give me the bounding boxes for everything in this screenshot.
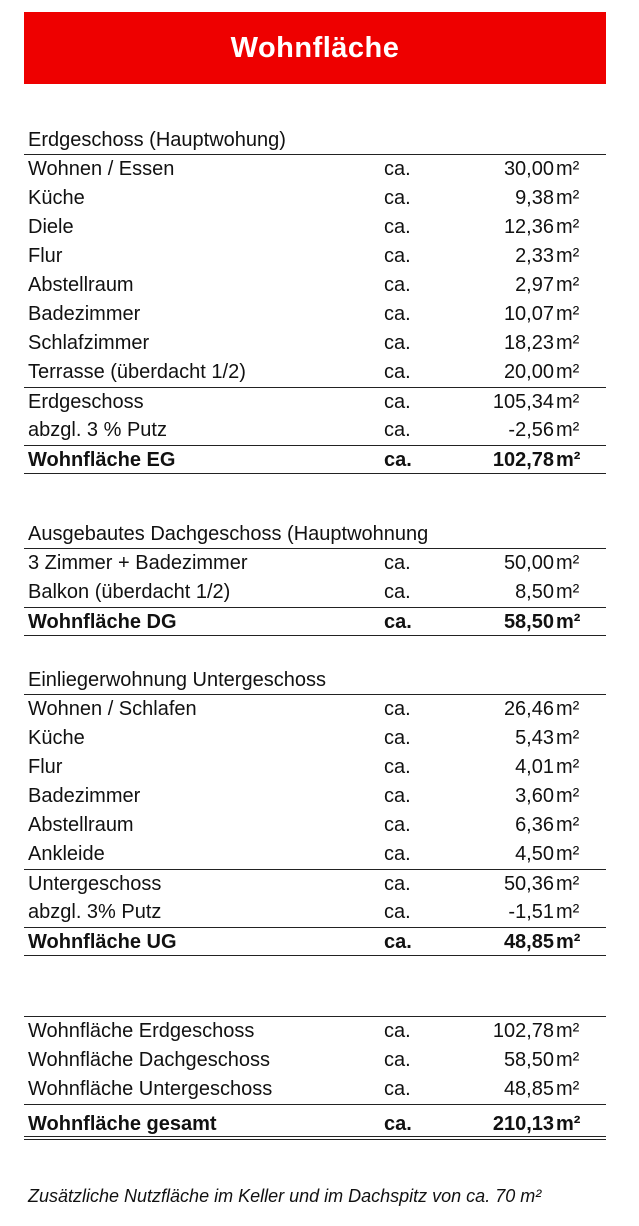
summary-value: 48,85 (503, 1078, 554, 1100)
unit-label: m² (556, 419, 580, 441)
subtotal-label: Untergeschoss (28, 873, 162, 895)
unit-label: m² (556, 187, 580, 209)
deduction-value: -2,56 (508, 419, 554, 441)
room-row (24, 782, 606, 811)
unit-label: m² (556, 1078, 580, 1100)
unit-label: m² (556, 581, 580, 603)
unit-label: m² (556, 843, 580, 865)
deduction-value: -1,51 (508, 901, 554, 923)
approx-label: ca. (384, 552, 411, 574)
approx-label: ca. (384, 391, 411, 413)
room-row (24, 549, 606, 578)
summary-row (24, 1075, 606, 1104)
room-label: Schlafzimmer (28, 332, 150, 354)
room-label: Flur (28, 245, 63, 267)
unit-label: m² (556, 814, 580, 836)
section-erdgeschoss (24, 126, 606, 474)
area-value: 30,00 (503, 158, 554, 180)
area-value: 18,23 (503, 332, 554, 354)
summary-label: Wohnfläche Dachgeschoss (28, 1049, 270, 1071)
unit-label: m² (556, 332, 580, 354)
approx-label: ca. (384, 1113, 412, 1135)
summary-label: Wohnfläche Erdgeschoss (28, 1020, 255, 1042)
unit-label: m² (556, 785, 580, 807)
unit-label: m² (556, 698, 580, 720)
subtotal-row (24, 387, 606, 416)
approx-label: ca. (384, 449, 412, 471)
approx-label: ca. (384, 1049, 411, 1071)
subtotal-row (24, 869, 606, 898)
room-row (24, 811, 606, 840)
unit-label: m² (556, 274, 580, 296)
unit-label: m² (556, 611, 581, 633)
area-value: 8,50 (515, 581, 554, 603)
unit-label: m² (556, 727, 580, 749)
room-row (24, 695, 606, 724)
summary-label: Wohnfläche Untergeschoss (28, 1078, 273, 1100)
room-row (24, 155, 606, 184)
unit-label: m² (556, 391, 580, 413)
approx-label: ca. (384, 814, 411, 836)
total-value: 48,85 (503, 931, 554, 953)
unit-label: m² (556, 552, 580, 574)
room-label: Abstellraum (28, 274, 134, 296)
unit-label: m² (556, 158, 580, 180)
room-row (24, 358, 606, 387)
approx-label: ca. (384, 216, 411, 238)
title-banner (24, 12, 606, 84)
section-summary (24, 1016, 606, 1140)
approx-label: ca. (384, 419, 411, 441)
room-row (24, 184, 606, 213)
deduction-label: abzgl. 3% Putz (28, 901, 162, 923)
total-row (24, 445, 606, 474)
total-value: 102,78 (492, 449, 554, 471)
area-value: 2,97 (515, 274, 554, 296)
area-value: 9,38 (515, 187, 554, 209)
unit-label: m² (556, 873, 580, 895)
unit-label: m² (556, 1049, 580, 1071)
room-label: Terrasse (überdacht 1/2) (28, 361, 246, 383)
room-row (24, 840, 606, 869)
unit-label: m² (556, 931, 581, 953)
total-label: Wohnfläche DG (28, 611, 177, 633)
deduction-row (24, 898, 606, 927)
room-label: Badezimmer (28, 303, 141, 325)
room-label: Ankleide (28, 843, 105, 865)
room-row (24, 724, 606, 753)
unit-label: m² (556, 1113, 581, 1135)
deduction-label: abzgl. 3 % Putz (28, 419, 167, 441)
room-label: Flur (28, 756, 63, 778)
approx-label: ca. (384, 785, 411, 807)
room-label: Balkon (überdacht 1/2) (28, 581, 231, 603)
approx-label: ca. (384, 245, 411, 267)
approx-label: ca. (384, 332, 411, 354)
area-value: 4,01 (515, 756, 554, 778)
area-value: 4,50 (515, 843, 554, 865)
room-label: Abstellraum (28, 814, 134, 836)
unit-label: m² (556, 216, 580, 238)
room-label: Küche (28, 187, 85, 209)
area-value: 26,46 (503, 698, 554, 720)
approx-label: ca. (384, 361, 411, 383)
room-label: Diele (28, 216, 74, 238)
section-title: Erdgeschoss (Hauptwohung) (24, 126, 606, 155)
approx-label: ca. (384, 756, 411, 778)
unit-label: m² (556, 303, 580, 325)
approx-label: ca. (384, 274, 411, 296)
subtotal-value: 50,36 (503, 873, 554, 895)
room-label: 3 Zimmer + Badezimmer (28, 552, 248, 574)
approx-label: ca. (384, 303, 411, 325)
room-row (24, 271, 606, 300)
room-row (24, 242, 606, 271)
room-row (24, 578, 606, 607)
area-value: 20,00 (503, 361, 554, 383)
approx-label: ca. (384, 727, 411, 749)
area-value: 5,43 (515, 727, 554, 749)
unit-label: m² (556, 245, 580, 267)
total-row (24, 927, 606, 956)
summary-row (24, 1046, 606, 1075)
area-value: 6,36 (515, 814, 554, 836)
area-value: 50,00 (503, 552, 554, 574)
unit-label: m² (556, 449, 581, 471)
area-value: 2,33 (515, 245, 554, 267)
room-row (24, 213, 606, 242)
area-value: 10,07 (503, 303, 554, 325)
summary-value: 102,78 (492, 1020, 554, 1042)
approx-label: ca. (384, 158, 411, 180)
summary-value: 58,50 (503, 1049, 554, 1071)
room-label: Wohnen / Essen (28, 158, 175, 180)
unit-label: m² (556, 361, 580, 383)
total-label: Wohnfläche UG (28, 931, 177, 953)
grand-total-label: Wohnfläche gesamt (28, 1113, 217, 1135)
approx-label: ca. (384, 187, 411, 209)
section-title: Einliegerwohnung Untergeschoss (24, 666, 606, 695)
room-row (24, 329, 606, 358)
total-row (24, 607, 606, 636)
approx-label: ca. (384, 581, 411, 603)
room-label: Wohnen / Schlafen (28, 698, 197, 720)
page-title: Wohnfläche (230, 31, 400, 64)
approx-label: ca. (384, 1020, 411, 1042)
grand-total-value: 210,13 (492, 1113, 554, 1135)
section-title: Ausgebautes Dachgeschoss (Hauptwohnung (24, 520, 606, 549)
subtotal-label: Erdgeschoss (28, 391, 144, 413)
approx-label: ca. (384, 873, 411, 895)
room-row (24, 753, 606, 782)
unit-label: m² (556, 1020, 580, 1042)
room-label: Küche (28, 727, 85, 749)
section-dachgeschoss (24, 520, 606, 636)
total-value: 58,50 (503, 611, 554, 633)
area-value: 12,36 (503, 216, 554, 238)
approx-label: ca. (384, 931, 412, 953)
approx-label: ca. (384, 611, 412, 633)
section-untergeschoss (24, 666, 606, 956)
approx-label: ca. (384, 1078, 411, 1100)
deduction-row (24, 416, 606, 445)
approx-label: ca. (384, 698, 411, 720)
total-label: Wohnfläche EG (28, 449, 176, 471)
grand-total-row (24, 1104, 606, 1140)
unit-label: m² (556, 756, 580, 778)
unit-label: m² (556, 901, 580, 923)
approx-label: ca. (384, 901, 411, 923)
area-value: 3,60 (515, 785, 554, 807)
room-label: Badezimmer (28, 785, 141, 807)
summary-row (24, 1017, 606, 1046)
footnote: Zusätzliche Nutzfläche im Keller und im Dachspitz von ca. 70 m² (28, 1186, 542, 1206)
subtotal-value: 105,34 (492, 391, 554, 413)
approx-label: ca. (384, 843, 411, 865)
room-row (24, 300, 606, 329)
